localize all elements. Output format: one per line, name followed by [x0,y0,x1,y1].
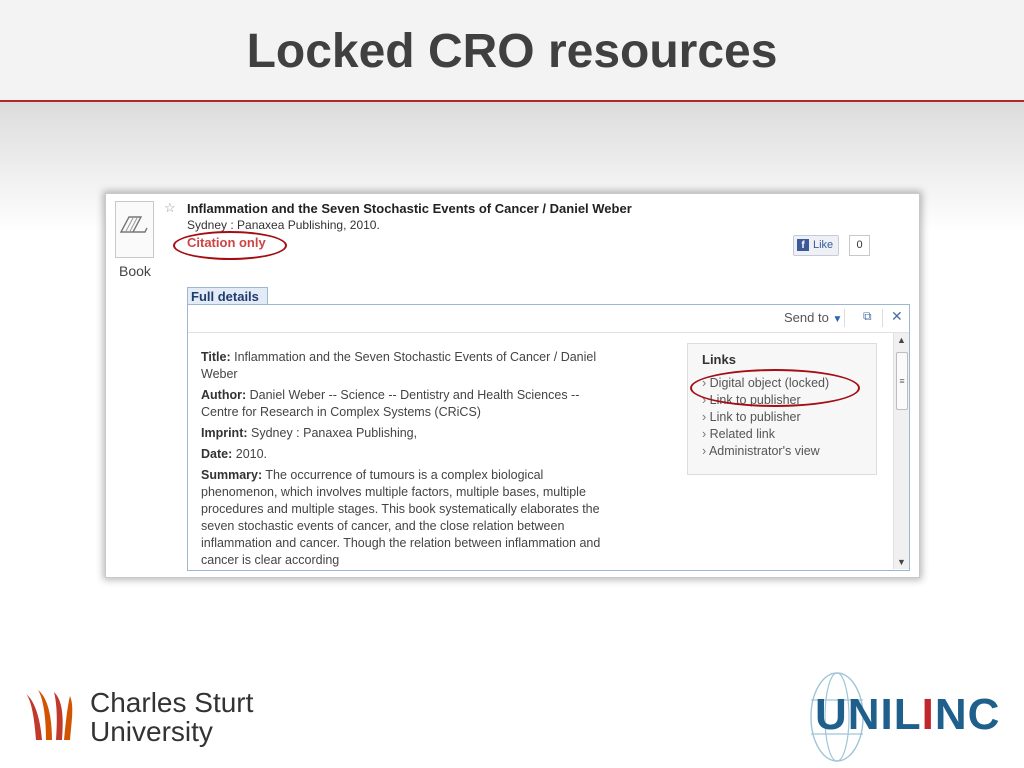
link-publisher[interactable]: › Link to publisher [702,409,829,426]
csu-line2: University [90,716,213,747]
send-to-label: Send to [784,310,829,325]
unilinc-part3: NC [934,690,1001,739]
book-icon [119,214,149,236]
star-icon[interactable]: ☆ [164,200,176,215]
scrollbar-thumb[interactable]: ≡ [896,352,908,410]
field-label: Date: [201,447,233,461]
send-to-button[interactable] [784,310,842,325]
link-publisher[interactable]: › Link to publisher [702,392,829,409]
link-admin-view[interactable]: › Administrator's view [702,443,829,460]
availability-status[interactable]: Citation only [187,235,266,250]
highlight-oval-citation [173,231,287,260]
unilinc-wordmark [815,690,1000,740]
unilinc-part2: I [921,690,935,739]
catalog-record-screenshot [105,193,920,578]
slide-header [0,0,1024,102]
tab-full-details[interactable]: Full details [187,287,268,305]
csu-line1: Charles Sturt [90,687,254,718]
record-imprint: Sydney : Panaxea Publishing, 2010. [187,218,380,232]
field-title [201,349,616,383]
field-author [201,387,616,421]
field-label: Imprint: [201,426,248,440]
links-title: Links [702,352,736,367]
link-digital-object[interactable]: › Digital object (locked) [702,375,829,392]
field-value: The occurrence of tumours is a complex biological phenomenon, which involves multiple factors, multiple bases, multiple procedures and multiple stages. This book systematically elaborates the seven stochastic events of cancer, and the close relation between inflammation and cancer. Though the relation between inflammation and cancer is clear according [201,468,601,567]
field-value: Inflammation and the Seven Stochastic Events of Cancer / Daniel Weber [201,350,597,381]
full-details-panel [187,304,910,571]
like-count: 0 [849,235,870,256]
field-label: Title: [201,350,231,364]
resource-type-label: Book [119,263,151,279]
close-icon[interactable]: ✕ [891,308,903,324]
scroll-up-icon[interactable]: ▲ [897,335,906,345]
scrollbar[interactable] [893,333,909,569]
record-details [201,349,616,573]
field-summary [201,467,616,569]
toolbar-divider [844,309,845,327]
facebook-like-button[interactable] [793,235,839,256]
csu-logo-icon [24,688,84,746]
field-value: 2010. [235,447,268,461]
field-label: Summary: [201,468,263,482]
unilinc-part1: UNIL [815,690,922,739]
record-title[interactable]: Inflammation and the Seven Stochastic Events of Cancer / Daniel Weber [187,201,632,216]
new-window-icon[interactable]: ⧉ [863,309,872,323]
field-date [201,446,616,463]
book-thumbnail[interactable] [115,201,154,258]
field-imprint [201,425,616,442]
chevron-down-icon: ▼ [832,314,843,325]
field-value[interactable]: Daniel Weber -- Science -- Dentistry and Health Sciences -- Centre for Research in Complex Systems (CRiCS) [201,388,580,419]
field-value: Sydney : Panaxea Publishing, [251,426,418,440]
highlight-oval-locked [690,369,860,407]
link-related[interactable]: › Related link [702,426,829,443]
csu-wordmark [90,688,253,746]
links-box [687,343,877,475]
panel-toolbar [188,305,909,333]
slide-title: Locked CRO resources [246,25,778,78]
facebook-icon: f [797,239,809,251]
like-label: Like [813,239,834,251]
field-label: Author: [201,388,247,402]
toolbar-divider [882,309,883,327]
scroll-down-icon[interactable]: ▼ [897,557,906,567]
